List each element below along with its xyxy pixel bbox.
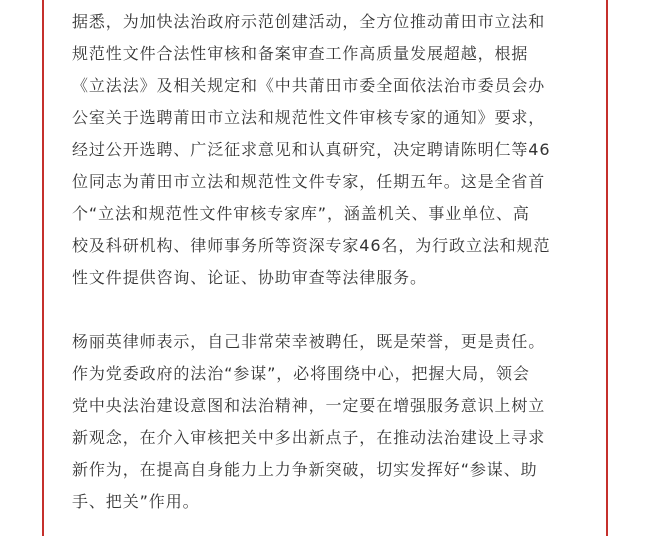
paragraph-line: 公室关于选聘莆田市立法和规范性文件审核专家的通知》要求， xyxy=(72,108,546,127)
paragraph-line: 新作为，在提高自身能力上力争新突破，切实发挥好“参谋、助 xyxy=(72,460,538,479)
paragraph-line: 《立法法》及相关规定和《中共莆田市委全面依法治市委员会办 xyxy=(72,76,546,95)
right-red-border xyxy=(606,0,608,536)
paragraph-line: 新观念，在介入审核把关中多出新点子，在推动法治建设上寻求 xyxy=(72,428,546,447)
paragraph-line: 作为党委政府的法治“参谋”，必将围绕中心，把握大局，领会 xyxy=(72,364,530,383)
paragraph-line: 杨丽英律师表示，自己非常荣幸被聘任，既是荣誉，更是责任。 xyxy=(72,332,546,351)
paragraph-1 xyxy=(72,6,592,294)
paragraph-line: 规范性文件合法性审核和备案审查工作高质量发展超越，根据 xyxy=(72,44,529,63)
article-body xyxy=(72,6,592,518)
left-red-border xyxy=(42,0,44,536)
paragraph-line: 个“立法和规范性文件审核专家库”，涵盖机关、事业单位、高 xyxy=(72,204,530,223)
paragraph-line: 据悉，为加快法治政府示范创建活动，全方位推动莆田市立法和 xyxy=(72,12,546,31)
paragraph-line: 校及科研机构、律师事务所等资深专家46名，为行政立法和规范 xyxy=(72,236,551,255)
paragraph-2 xyxy=(72,326,592,518)
paragraph-line: 手、把关”作用。 xyxy=(72,492,200,511)
paragraph-line: 党中央法治建设意图和法治精神，一定要在增强服务意识上树立 xyxy=(72,396,546,415)
paragraph-spacer xyxy=(72,294,592,326)
paragraph-line: 经过公开选聘、广泛征求意见和认真研究，决定聘请陈明仁等46 xyxy=(72,140,551,159)
paragraph-line: 位同志为莆田市立法和规范性文件专家，任期五年。这是全省首 xyxy=(72,172,546,191)
paragraph-line: 性文件提供咨询、论证、协助审查等法律服务。 xyxy=(72,268,427,287)
